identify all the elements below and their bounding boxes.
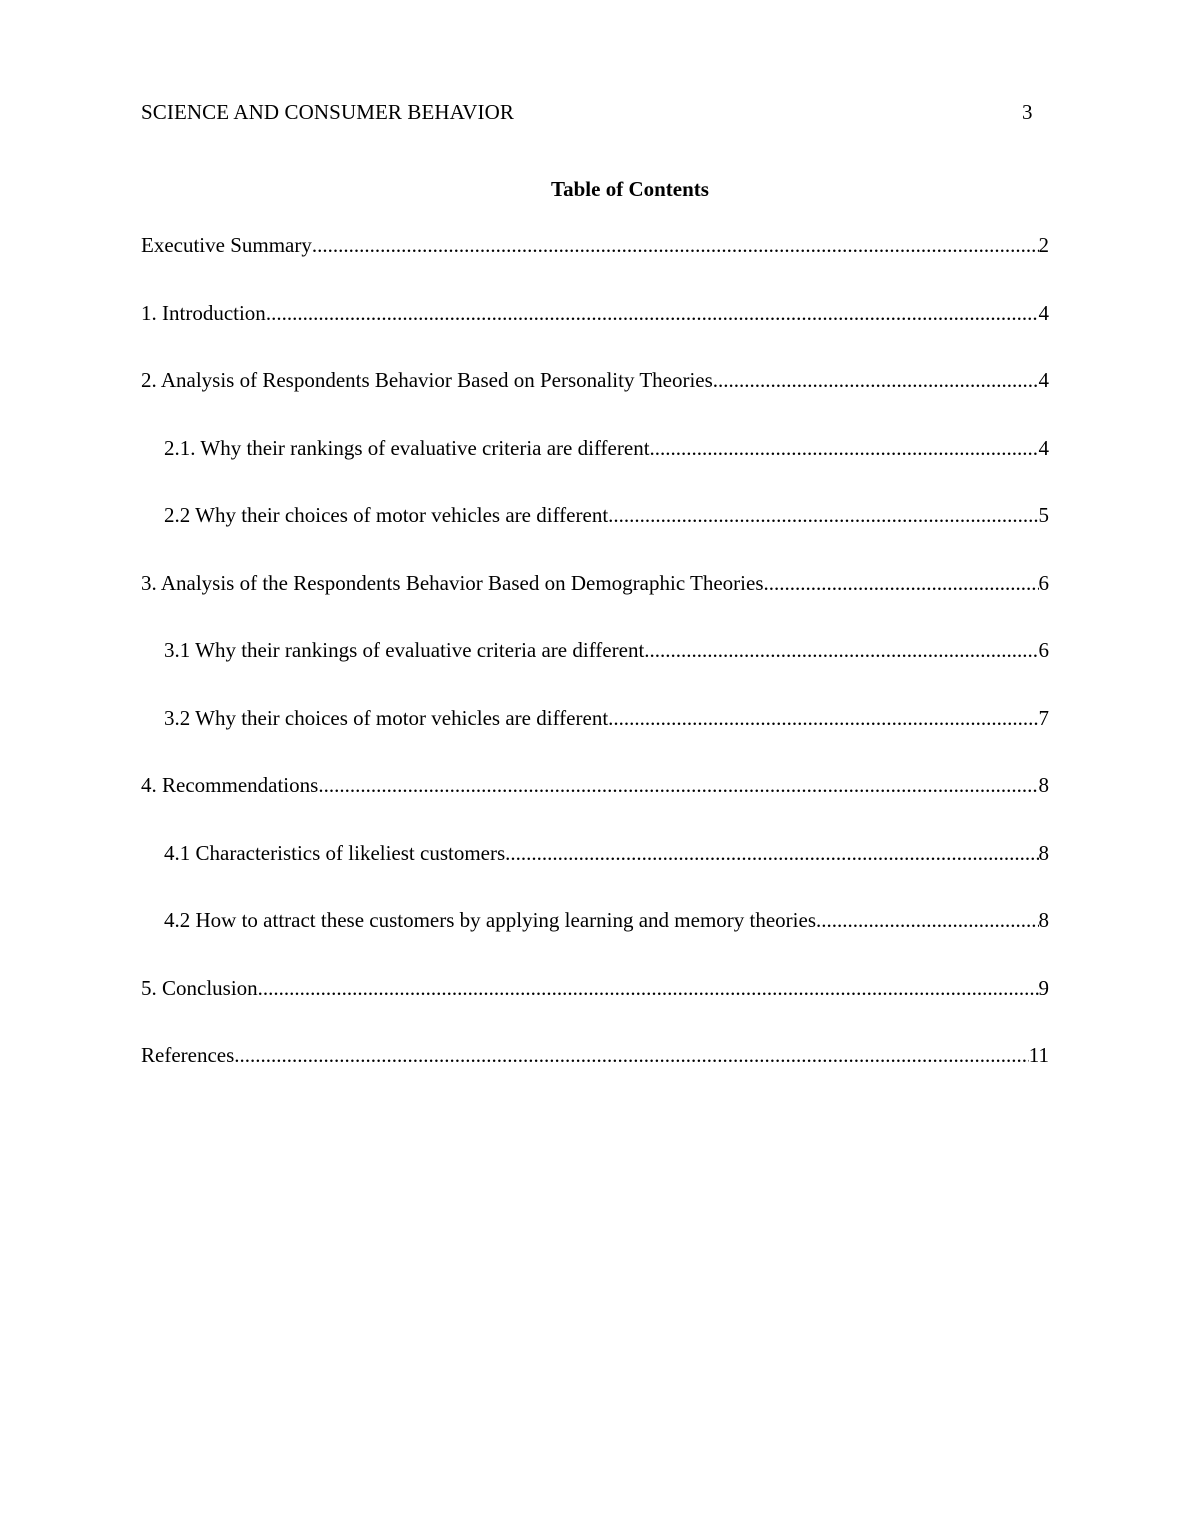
toc-entry-personality-analysis[interactable]	[141, 366, 1049, 434]
toc-entry-page: 8	[1038, 908, 1049, 932]
toc-entry-label: 4.1 Characteristics of likeliest customers	[164, 840, 506, 865]
toc-entry-label: 5. Conclusion	[141, 975, 258, 1000]
toc-entry-label: 3.1 Why their rankings of evaluative criteria are different	[164, 638, 645, 662]
dot-leader	[505, 839, 1038, 867]
dot-leader	[644, 636, 1038, 664]
dot-leader	[608, 501, 1038, 529]
toc-entry-recommendations[interactable]	[141, 771, 1049, 839]
toc-entry-page: 7	[1038, 705, 1049, 730]
dot-leader	[816, 906, 1039, 934]
page-number: 3	[1022, 100, 1033, 124]
toc-entry-label: 3.2 Why their choices of motor vehicles are different	[164, 705, 609, 730]
toc-entry-label: 2. Analysis of Respondents Behavior Based on Personality Theories	[141, 368, 713, 392]
toc-entry-page: 4	[1038, 435, 1049, 460]
toc-entry-personality-choices[interactable]	[141, 501, 1049, 569]
dot-leader	[650, 434, 1039, 462]
toc-entry-demographic-choices[interactable]	[141, 704, 1049, 772]
dot-leader	[713, 366, 1039, 394]
toc-entry-page: 4	[1038, 368, 1049, 392]
dot-leader	[258, 974, 1039, 1002]
toc-entry-demographic-analysis[interactable]	[141, 569, 1049, 637]
toc-entry-page: 2	[1038, 233, 1049, 257]
toc-entry-references[interactable]	[141, 1041, 1049, 1109]
dot-leader	[312, 231, 1039, 259]
toc-entry-label: 4.2 How to attract these customers by applying learning and memory theories	[164, 908, 816, 932]
toc-entry-page: 8	[1038, 773, 1049, 797]
toc-entry-page: 9	[1038, 975, 1049, 1000]
dot-leader	[318, 771, 1038, 799]
toc-entry-personality-rankings[interactable]	[141, 434, 1049, 502]
toc-entry-page: 4	[1038, 300, 1049, 325]
toc-entry-demographic-rankings[interactable]	[141, 636, 1049, 704]
toc-entry-page: 6	[1038, 570, 1049, 595]
toc-entry-label: 3. Analysis of the Respondents Behavior Based on Demographic Theories	[141, 570, 764, 595]
toc-entry-label: 1. Introduction	[141, 300, 266, 325]
toc-entry-label: 4. Recommendations	[141, 773, 319, 797]
toc-entry-page: 11	[1028, 1043, 1049, 1067]
toc-entry-page: 8	[1038, 840, 1049, 865]
toc-entry-attract-customers[interactable]	[141, 906, 1049, 974]
dot-leader	[234, 1041, 1028, 1069]
toc-entry-label: 2.1. Why their rankings of evaluative criteria are different	[164, 435, 650, 460]
dot-leader	[608, 704, 1038, 732]
toc-list	[141, 231, 1049, 1109]
toc-entry-page: 6	[1038, 638, 1049, 662]
toc-entry-label: Executive Summary	[141, 233, 312, 257]
toc-entry-page: 5	[1038, 503, 1049, 527]
toc-entry-label: References	[141, 1043, 235, 1067]
toc-entry-executive-summary[interactable]	[141, 231, 1049, 299]
dot-leader	[764, 569, 1039, 597]
toc-entry-likeliest-customers[interactable]	[141, 839, 1049, 907]
toc-entry-introduction[interactable]	[141, 299, 1049, 367]
running-head: SCIENCE AND CONSUMER BEHAVIOR	[141, 100, 514, 124]
toc-entry-label: 2.2 Why their choices of motor vehicles are different	[164, 503, 609, 527]
toc-title: Table of Contents	[551, 177, 709, 201]
dot-leader	[266, 299, 1039, 327]
toc-entry-conclusion[interactable]	[141, 974, 1049, 1042]
